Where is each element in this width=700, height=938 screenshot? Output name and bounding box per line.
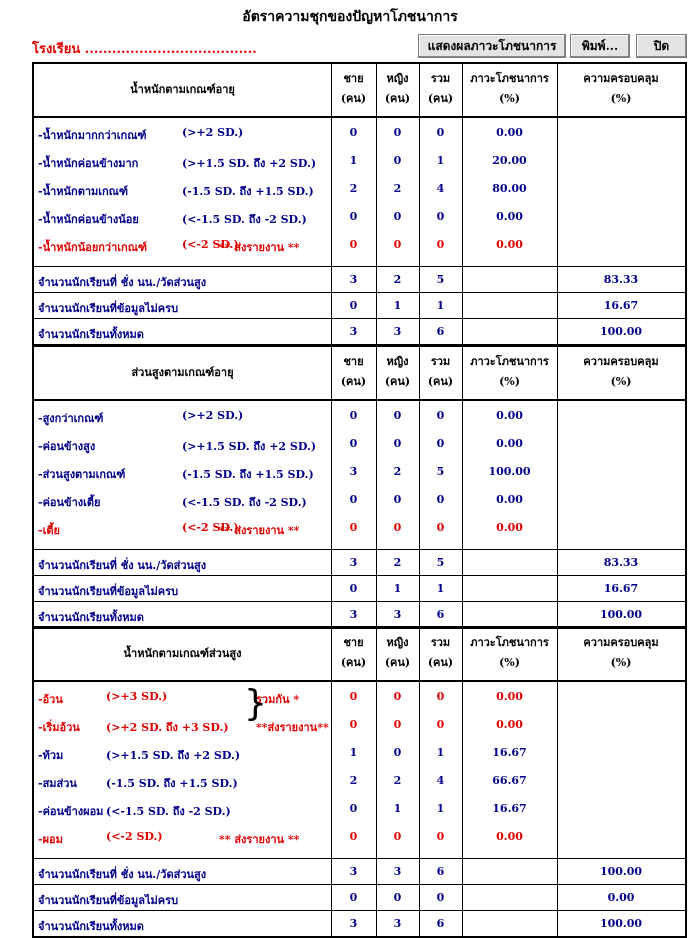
total-count: 0 (436, 690, 445, 703)
row-label: -ค่อนข้างผอม (38, 805, 104, 818)
male-count: 0 (349, 830, 358, 843)
total-count: 0 (436, 521, 445, 534)
show-nutrition-button[interactable]: แสดงผลภาวะโภชนาการ (418, 34, 566, 58)
total-count: 6 (436, 917, 445, 930)
row-range: (>+1.5 SD. ถึง +2 SD.) (182, 157, 317, 170)
coverage-header: ความครอบคลุม (583, 355, 659, 368)
coverage-header: (%) (610, 375, 632, 388)
section-table (32, 345, 687, 629)
female-count: 0 (393, 238, 402, 251)
section-table (32, 62, 687, 346)
male-count: 0 (349, 891, 358, 904)
row-label: -น้ำหนักค่อนข้างมาก (38, 157, 139, 170)
female-header: หญิง (386, 636, 409, 649)
row-range: (<-2 SD.) (182, 238, 239, 251)
nutrition-percent: 0.00 (496, 409, 523, 422)
row-divider (34, 858, 685, 859)
row-label: -เริ่มอ้วน (38, 721, 80, 734)
nutrition-status-header: (%) (499, 92, 520, 105)
female-count: 3 (393, 917, 402, 930)
row-range: (>+2 SD.) (182, 126, 244, 139)
nutrition-status-header: (%) (499, 656, 520, 669)
weighed-count-row-label: จำนวนนักเรียนที่ ชั่ง นน./วัดส่วนสูง (38, 559, 207, 572)
female-count: 0 (393, 830, 402, 843)
female-count: 0 (393, 210, 402, 223)
row-divider (34, 399, 685, 401)
female-header: (คน) (384, 375, 411, 388)
male-count: 0 (349, 238, 358, 251)
total-count: 0 (436, 238, 445, 251)
row-divider (34, 575, 685, 576)
male-count: 0 (349, 582, 358, 595)
coverage-percent: 100.00 (599, 917, 643, 930)
nutrition-percent: 16.67 (492, 802, 527, 815)
row-range: (<-2 SD.) (182, 521, 239, 534)
row-label: -น้ำหนักค่อนข้างน้อย (38, 213, 139, 226)
total-count: 0 (436, 210, 445, 223)
coverage-percent: 83.33 (603, 556, 639, 569)
female-header: (คน) (384, 656, 411, 669)
male-count: 3 (349, 465, 358, 478)
grouping-brace: } (244, 683, 267, 724)
female-count: 0 (393, 891, 402, 904)
total-count: 0 (436, 830, 445, 843)
male-header: ชาย (343, 355, 364, 368)
male-count: 2 (349, 182, 358, 195)
female-count: 1 (393, 299, 402, 312)
total-students-row-label: จำนวนนักเรียนทั้งหมด (38, 920, 144, 933)
female-count: 0 (393, 746, 402, 759)
row-label: -น้ำหนักตามเกณฑ์ (38, 185, 129, 198)
male-header: ชาย (343, 636, 364, 649)
female-count: 0 (393, 437, 402, 450)
section-table (32, 626, 687, 938)
coverage-percent: 16.67 (603, 299, 639, 312)
female-count: 1 (393, 582, 402, 595)
row-range: (>+2 SD.) (182, 409, 244, 422)
coverage-header: (%) (610, 92, 632, 105)
total-count: 5 (436, 465, 445, 478)
incomplete-count-row-label: จำนวนนักเรียนที่ข้อมูลไม่ครบ (38, 302, 179, 315)
weighed-count-row-label: จำนวนนักเรียนที่ ชั่ง นน./วัดส่วนสูง (38, 276, 207, 289)
nutrition-percent: 0.00 (496, 437, 523, 450)
female-count: 2 (393, 774, 402, 787)
row-label: -สูงกว่าเกณฑ์ (38, 412, 104, 425)
report-note: ** ส่งรายงาน ** (219, 524, 300, 537)
row-range: (>+2 SD. ถึง +3 SD.) (106, 721, 229, 734)
page-title: อัตราความชุกของปัญหาโภชนาการ (242, 9, 458, 25)
male-count: 3 (349, 917, 358, 930)
row-label: -ค่อนข้างสูง (38, 440, 96, 453)
nutrition-percent: 0.00 (496, 718, 523, 731)
total-header: (คน) (427, 92, 454, 105)
weighed-count-row-label: จำนวนนักเรียนที่ ชั่ง นน./วัดส่วนสูง (38, 868, 207, 881)
total-count: 1 (436, 746, 445, 759)
male-count: 0 (349, 802, 358, 815)
nutrition-percent: 16.67 (492, 746, 527, 759)
male-count: 3 (349, 325, 358, 338)
nutrition-percent: 66.67 (492, 774, 527, 787)
row-label: -น้ำหนักมากกว่าเกณฑ์ (38, 129, 147, 142)
female-count: 3 (393, 608, 402, 621)
incomplete-count-row-label: จำนวนนักเรียนที่ข้อมูลไม่ครบ (38, 585, 179, 598)
female-count: 0 (393, 409, 402, 422)
total-header: (คน) (427, 375, 454, 388)
female-header: (คน) (384, 92, 411, 105)
male-count: 2 (349, 774, 358, 787)
nutrition-percent: 0.00 (496, 238, 523, 251)
female-header: หญิง (386, 355, 409, 368)
male-header: (คน) (340, 656, 367, 669)
section-title: ส่วนสูงตามเกณฑ์อายุ (131, 366, 234, 379)
nutrition-percent: 0.00 (496, 830, 523, 843)
coverage-header: (%) (610, 656, 632, 669)
report-note: ** ส่งรายงาน ** (219, 833, 300, 846)
row-range: (<-1.5 SD. ถึง -2 SD.) (106, 805, 231, 818)
male-header: (คน) (340, 92, 367, 105)
male-header: (คน) (340, 375, 367, 388)
total-count: 1 (436, 154, 445, 167)
coverage-percent: 100.00 (599, 865, 643, 878)
row-label: -ท้วม (38, 749, 64, 762)
total-count: 5 (436, 556, 445, 569)
nutrition-status-header: (%) (499, 375, 520, 388)
male-count: 0 (349, 299, 358, 312)
male-count: 3 (349, 608, 358, 621)
row-divider (34, 910, 685, 911)
total-count: 1 (436, 802, 445, 815)
female-count: 2 (393, 182, 402, 195)
male-count: 1 (349, 746, 358, 759)
total-count: 4 (436, 774, 445, 787)
nutrition-status-header: ภาวะโภชนาการ (470, 355, 549, 368)
nutrition-percent: 80.00 (492, 182, 527, 195)
female-count: 0 (393, 521, 402, 534)
row-label: -สมส่วน (38, 777, 77, 790)
coverage-header: ความครอบคลุม (583, 72, 659, 85)
total-count: 0 (436, 718, 445, 731)
school-name-label: โรงเรียน ...................................... (32, 42, 257, 57)
row-label: -อ้วน (38, 693, 63, 706)
close-button[interactable]: ปิด (636, 34, 687, 58)
report-note: **ส่งรายงาน** (256, 721, 329, 734)
female-count: 3 (393, 865, 402, 878)
report-note: รวมกัน * (256, 693, 300, 706)
female-count: 1 (393, 802, 402, 815)
female-count: 2 (393, 273, 402, 286)
row-divider (34, 680, 685, 682)
row-divider (34, 292, 685, 293)
row-divider (34, 318, 685, 319)
total-count: 6 (436, 325, 445, 338)
nutrition-percent: 0.00 (496, 493, 523, 506)
female-count: 3 (393, 325, 402, 338)
report-note: ** ส่งรายงาน ** (219, 241, 300, 254)
row-label: -ส่วนสูงตามเกณฑ์ (38, 468, 126, 481)
male-count: 0 (349, 493, 358, 506)
total-students-row-label: จำนวนนักเรียนทั้งหมด (38, 611, 144, 624)
total-count: 6 (436, 608, 445, 621)
total-count: 0 (436, 126, 445, 139)
row-range: (-1.5 SD. ถึง +1.5 SD.) (182, 468, 314, 481)
coverage-percent: 0.00 (607, 891, 635, 904)
nutrition-status-header: ภาวะโภชนาการ (470, 72, 549, 85)
total-count: 0 (436, 409, 445, 422)
male-header: ชาย (343, 72, 364, 85)
male-count: 0 (349, 210, 358, 223)
section-title: น้ำหนักตามเกณฑ์อายุ (130, 83, 235, 96)
nutrition-percent: 0.00 (496, 690, 523, 703)
section-title: น้ำหนักตามเกณฑ์ส่วนสูง (123, 647, 242, 660)
male-count: 1 (349, 154, 358, 167)
total-count: 0 (436, 891, 445, 904)
row-divider (34, 549, 685, 550)
nutrition-percent: 20.00 (492, 154, 527, 167)
male-count: 3 (349, 865, 358, 878)
row-range: (>+3 SD.) (106, 690, 168, 703)
female-count: 0 (393, 493, 402, 506)
total-count: 1 (436, 299, 445, 312)
row-label: -เตี้ย (38, 524, 60, 537)
female-count: 0 (393, 718, 402, 731)
male-count: 0 (349, 718, 358, 731)
total-count: 6 (436, 865, 445, 878)
coverage-percent: 100.00 (599, 325, 643, 338)
row-divider (34, 884, 685, 885)
row-range: (>+1.5 SD. ถึง +2 SD.) (106, 749, 241, 762)
coverage-percent: 83.33 (603, 273, 639, 286)
male-count: 3 (349, 273, 358, 286)
female-count: 0 (393, 126, 402, 139)
nutrition-percent: 0.00 (496, 126, 523, 139)
row-range: (>+1.5 SD. ถึง +2 SD.) (182, 440, 317, 453)
row-range: (-1.5 SD. ถึง +1.5 SD.) (182, 185, 314, 198)
total-header: รวม (430, 72, 451, 85)
total-header: รวม (430, 355, 451, 368)
male-count: 0 (349, 437, 358, 450)
row-range: (<-2 SD.) (106, 830, 163, 843)
row-divider (34, 601, 685, 602)
total-count: 5 (436, 273, 445, 286)
nutrition-status-header: ภาวะโภชนาการ (470, 636, 549, 649)
coverage-header: ความครอบคลุม (583, 636, 659, 649)
total-count: 4 (436, 182, 445, 195)
row-label: -ค่อนข้างเตี้ย (38, 496, 101, 509)
row-range: (-1.5 SD. ถึง +1.5 SD.) (106, 777, 238, 790)
nutrition-percent: 0.00 (496, 521, 523, 534)
total-count: 1 (436, 582, 445, 595)
male-count: 0 (349, 126, 358, 139)
female-count: 2 (393, 465, 402, 478)
column-divider (557, 628, 558, 936)
female-count: 0 (393, 690, 402, 703)
row-label: -ผอม (38, 833, 63, 846)
total-students-row-label: จำนวนนักเรียนทั้งหมด (38, 328, 144, 341)
male-count: 0 (349, 521, 358, 534)
female-header: หญิง (386, 72, 409, 85)
female-count: 0 (393, 154, 402, 167)
nutrition-percent: 100.00 (488, 465, 531, 478)
coverage-percent: 16.67 (603, 582, 639, 595)
male-count: 0 (349, 409, 358, 422)
male-count: 3 (349, 556, 358, 569)
incomplete-count-row-label: จำนวนนักเรียนที่ข้อมูลไม่ครบ (38, 894, 179, 907)
coverage-percent: 100.00 (599, 608, 643, 621)
row-label: -น้ำหนักน้อยกว่าเกณฑ์ (38, 241, 148, 254)
total-header: รวม (430, 636, 451, 649)
total-header: (คน) (427, 656, 454, 669)
male-count: 0 (349, 690, 358, 703)
row-divider (34, 266, 685, 267)
female-count: 2 (393, 556, 402, 569)
row-range: (<-1.5 SD. ถึง -2 SD.) (182, 496, 307, 509)
row-divider (34, 116, 685, 118)
total-count: 0 (436, 437, 445, 450)
nutrition-percent: 0.00 (496, 210, 523, 223)
row-range: (<-1.5 SD. ถึง -2 SD.) (182, 213, 307, 226)
total-count: 0 (436, 493, 445, 506)
print-button[interactable]: พิมพ์... (570, 34, 630, 58)
